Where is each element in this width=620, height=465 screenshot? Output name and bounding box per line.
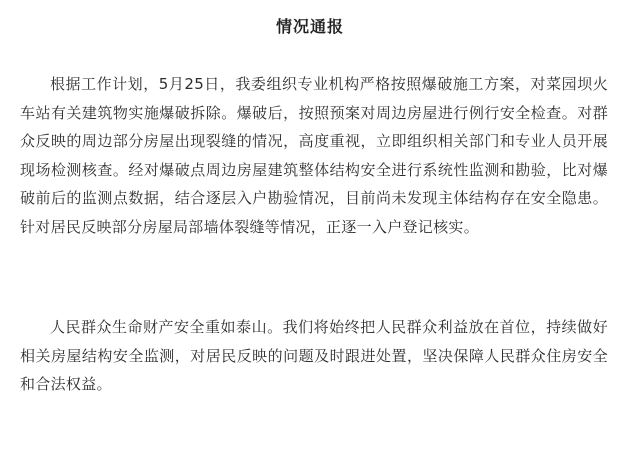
notice-title: 情况通报 bbox=[275, 17, 344, 36]
cropped-signature-line bbox=[395, 452, 620, 465]
notice-paragraph-2: 人民群众生命财产安全重如泰山。我们将始终把人民群众利益放在首位，持续做好相关房屋结构安全监测，对居民反映的问题及时跟进处置，坚决保障人民群众住房安全和合法权益。 bbox=[20, 318, 608, 393]
notice-paragraph-1: 根据工作计划，5月25日，我委组织专业机构严格按照爆破施工方案，对菜园坝火车站有关建筑物实施爆破拆除。爆破后，按照预案对周边房屋进行例行安全检查。对群众反映的周边部分房屋出现裂缝的情况，高度重视，立即组织相关部门和专业人员开展现场检测核查。经对爆破点周边房屋建筑整体结构安全进行系统性监测和勘验，比对爆破前后的监测点数据，结合逐层入户勘验情况，目前尚未发现主体结构存在安全隐患。针对居民反映部分房屋局部墙体裂缝等情况，正逐一入户登记核实。 bbox=[20, 75, 608, 236]
